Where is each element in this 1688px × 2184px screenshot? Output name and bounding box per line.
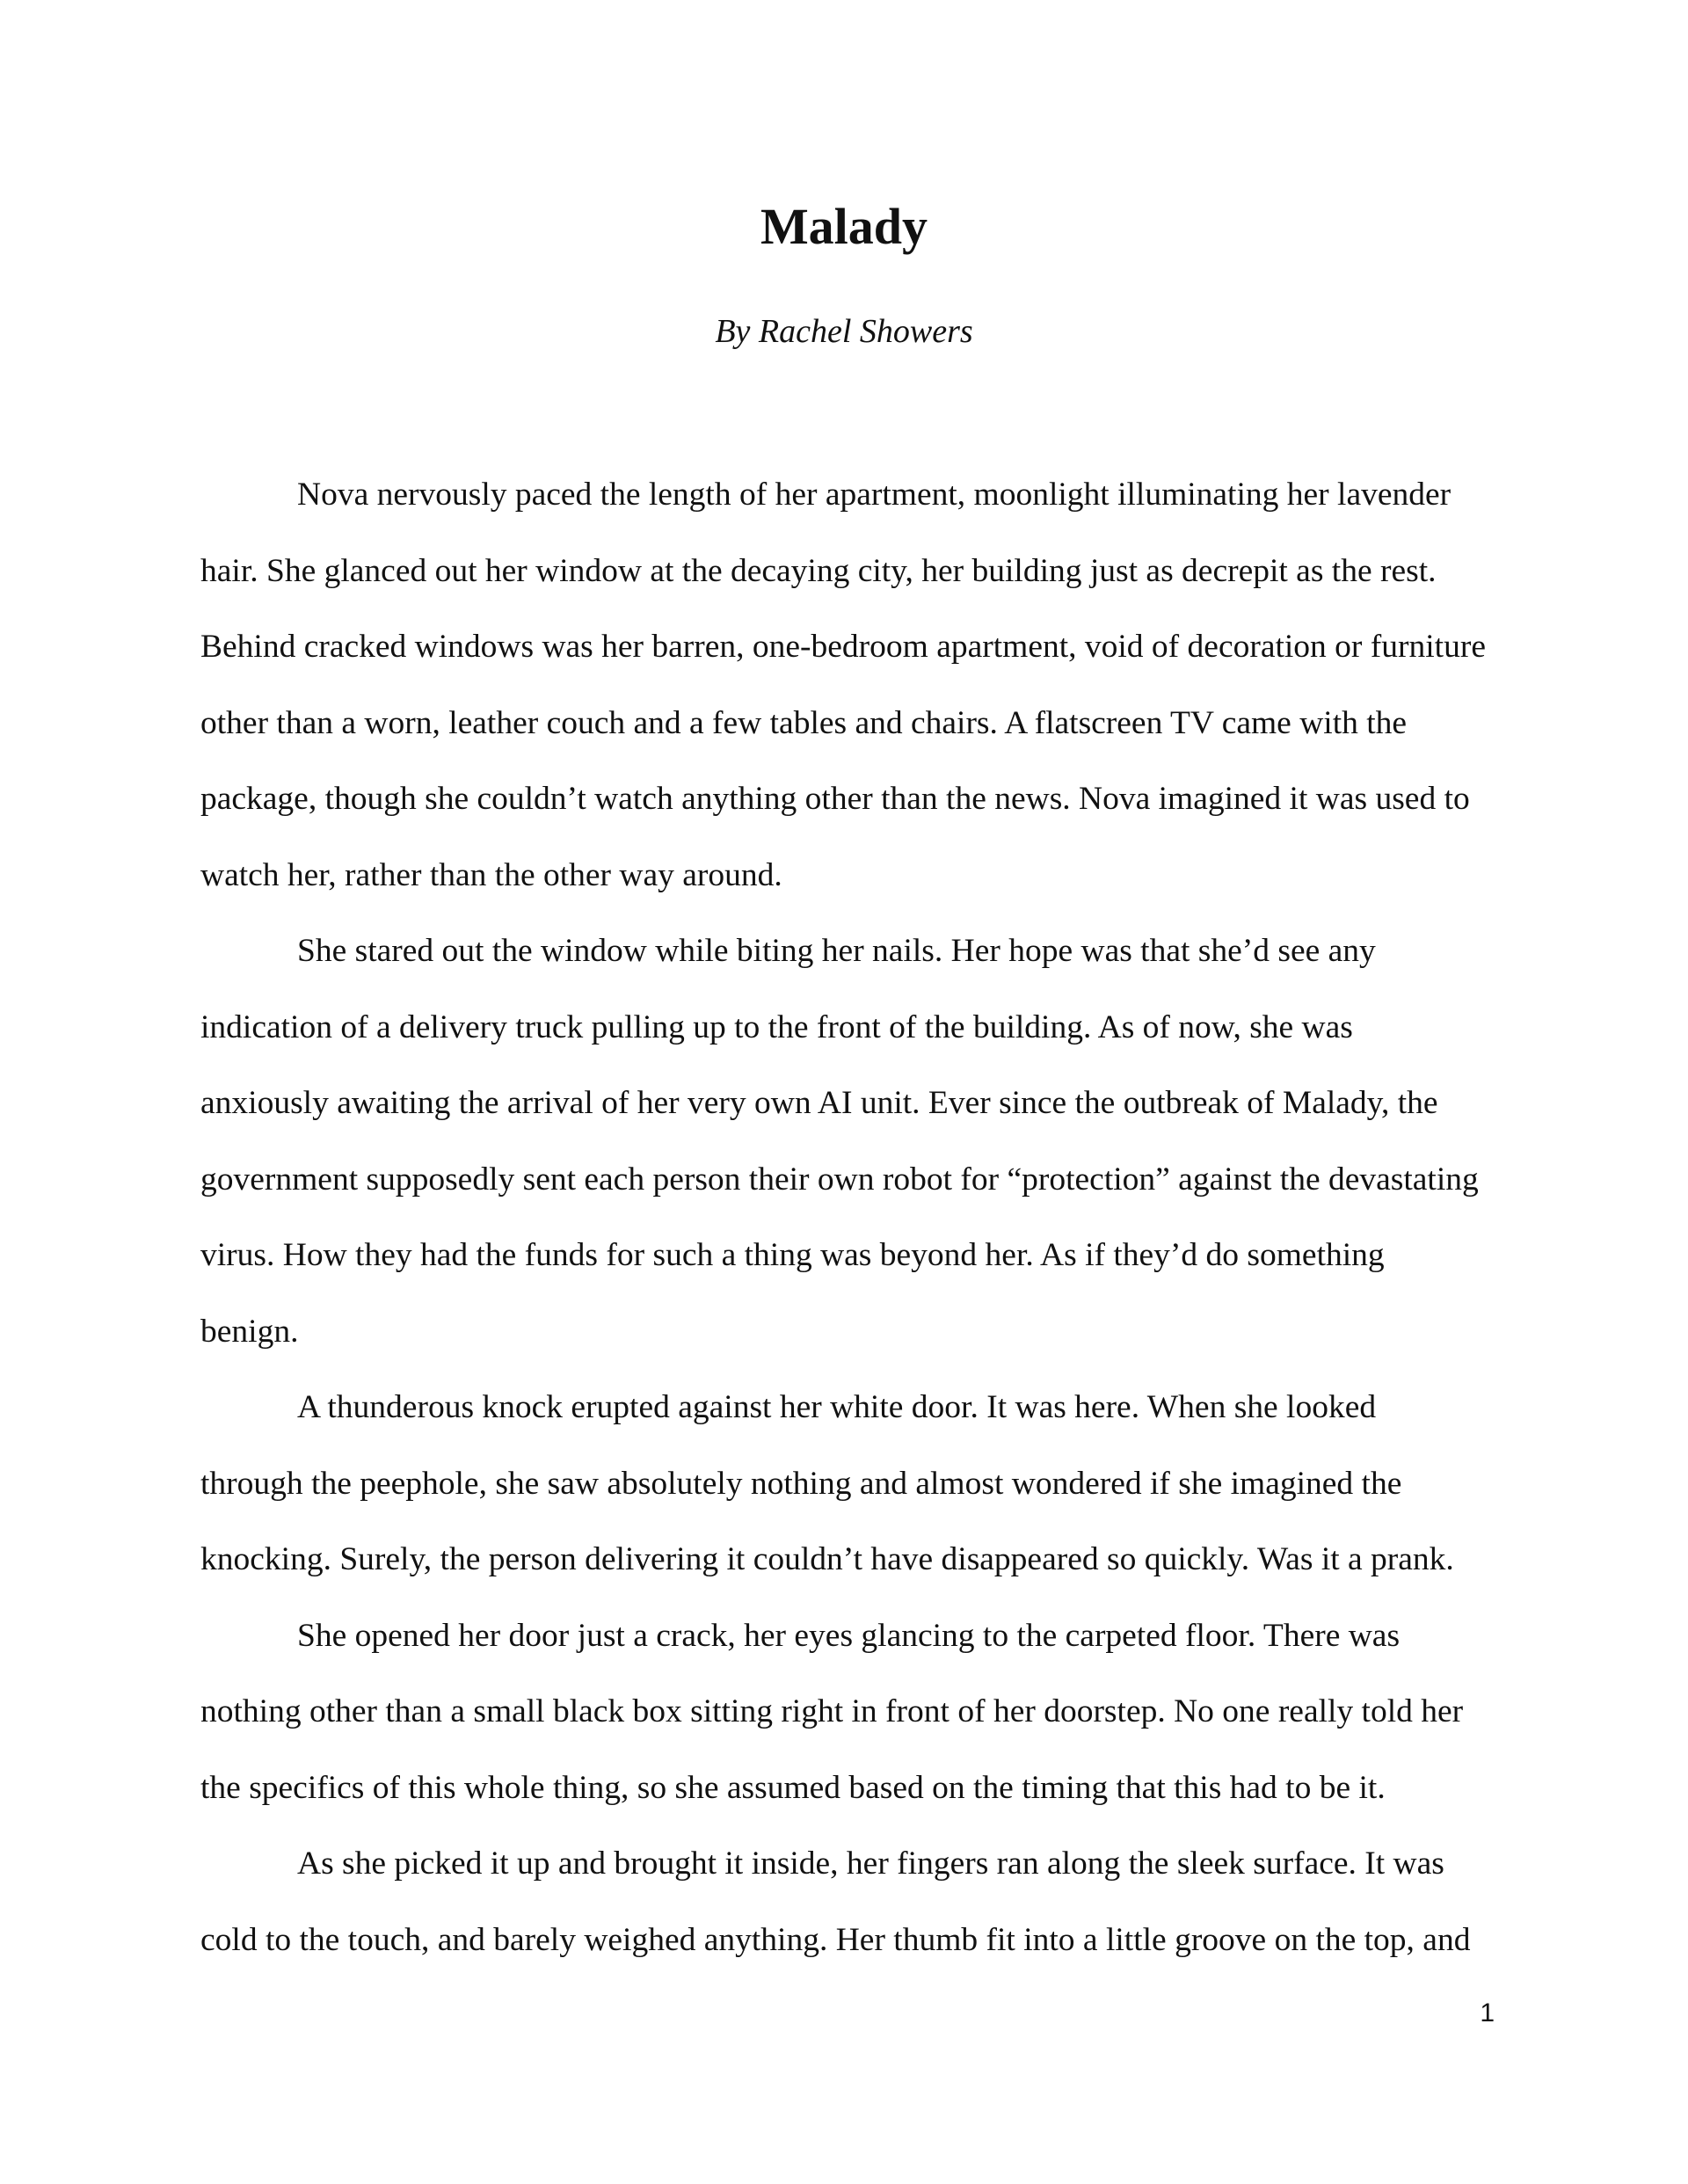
- paragraph-line: other than a worn, leather couch and a few tables and chairs. A flatscreen TV came with the: [200, 704, 1408, 741]
- paragraph-line: the specifics of this whole thing, so she assumed based on the timing that this had to be it.: [200, 1769, 1386, 1806]
- paragraph-line: virus. How they had the funds for such a thing was beyond her. As if they’d do something: [200, 1237, 1385, 1273]
- paragraph-line: A thunderous knock erupted against her white door. It was here. When she looked: [297, 1389, 1377, 1425]
- paragraph-line: She opened her door just a crack, her eyes glancing to the carpeted floor. There was: [297, 1617, 1401, 1654]
- document-title: Malady: [760, 198, 928, 255]
- story-body: [200, 457, 1502, 1978]
- paragraph-line: through the peephole, she saw absolutely nothing and almost wondered if she imagined the: [200, 1465, 1402, 1502]
- paragraph-line: knocking. Surely, the person delivering it couldn’t have disappeared so quickly. Was it a prank.: [200, 1541, 1454, 1577]
- paragraph-line: anxiously awaiting the arrival of her very own AI unit. Ever since the outbreak of Malady, the: [200, 1085, 1438, 1121]
- paragraph-line: indication of a delivery truck pulling up to the front of the building. As of now, she was: [200, 1008, 1353, 1045]
- paragraph-line: She stared out the window while biting her nails. Her hope was that she’d see any: [297, 933, 1376, 969]
- paragraph: [200, 457, 1502, 914]
- paragraph: [200, 914, 1502, 1370]
- author-byline: By Rachel Showers: [715, 313, 973, 350]
- page-number: 1: [1480, 1998, 1495, 2027]
- paragraph-line: Nova nervously paced the length of her apartment, moonlight illuminating her lavender: [297, 477, 1452, 513]
- paragraph-line: cold to the touch, and barely weighed anything. Her thumb fit into a little groove on the top, and: [200, 1921, 1471, 1958]
- paragraph-line: Behind cracked windows was her barren, one-bedroom apartment, void of decoration or furniture: [200, 629, 1486, 665]
- paragraph: [200, 1370, 1502, 1598]
- paragraph-line: government supposedly sent each person their own robot for “protection” against the devastating: [200, 1161, 1479, 1198]
- paragraph-line: As she picked it up and brought it inside, her fingers ran along the sleek surface. It was: [297, 1845, 1444, 1882]
- paragraph-line: watch her, rather than the other way around.: [200, 856, 782, 893]
- paragraph: [200, 1826, 1502, 1978]
- paragraph: [200, 1598, 1502, 1827]
- paragraph-line: benign.: [200, 1313, 299, 1350]
- paragraph-line: package, though she couldn’t watch anything other than the news. Nova imagined it was used to: [200, 781, 1470, 817]
- paragraph-line: hair. She glanced out her window at the decaying city, her building just as decrepit as the rest.: [200, 552, 1437, 589]
- paragraph-line: nothing other than a small black box sitting right in front of her doorstep. No one really told her: [200, 1693, 1464, 1729]
